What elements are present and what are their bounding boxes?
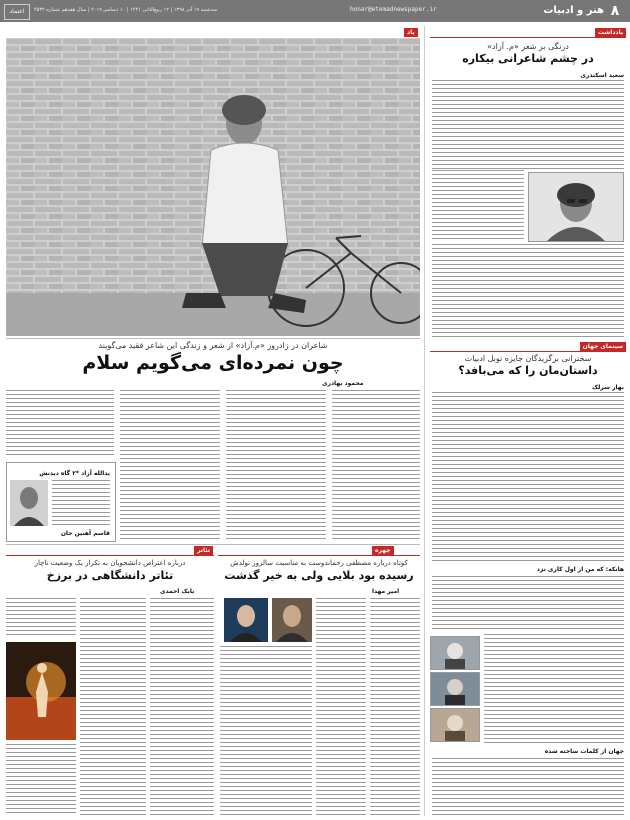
world-subhead-2: جهان از کلمات ساخته شده [544,748,624,755]
portrait-rahmandoust-2 [224,598,268,642]
photo-rule [6,338,420,339]
portrait-illustration [529,173,623,241]
story-three-col-3-bottom [6,744,76,816]
column-divider [424,26,425,816]
story-two-col-1 [370,598,420,816]
label-world-cinema: سینمای جهان [580,342,626,351]
label-note: یادداشت [595,28,626,37]
world-title: داستان‌مان را که می‌بافد؟ [458,364,598,377]
note-title: در چشم شاعرانی بیکاره [462,52,594,65]
lead-body-col-2 [226,390,326,540]
world-author: بهار سرلک [591,384,624,391]
world-body-top [432,392,624,562]
story-two-rule [218,555,420,556]
world-body-mid [432,576,624,630]
poet-box-name: یدالله آزاد *۲ گاه دیدنش [39,470,110,477]
note-author: سعید اسکندری [580,72,624,79]
note-body-left-of-photo [432,170,524,240]
label-portrait: چهره [372,546,394,555]
portrait-1-illustration [272,598,312,642]
story-three-kicker: درباره اعتراض دانشجویان به تکرار یک وضعیت ناچار [34,559,186,567]
world-subhead-1: هانکه: که من از اول کاری نزد [536,566,624,573]
newspaper-logo: اعتماد [4,4,30,20]
lead-photo [6,38,420,336]
story-three-col-1 [150,598,214,816]
lead-body-col-1 [332,390,420,540]
note-body-top [432,80,624,170]
story-two-author: امیر مهدا [372,588,400,595]
label-memorial: یاد [404,28,418,37]
story-three-rule [6,555,214,556]
portrait-2-illustration [224,598,268,642]
lead-body-col-3 [120,390,220,540]
theater-photo-illustration [6,642,76,740]
nobel-photo-2 [430,672,480,706]
note-kicker: درنگی بر شعر «م. آزاد» [487,42,569,51]
nobel-photo-3-illustration [431,709,479,741]
row-rule [6,544,420,545]
story-two-col-3 [220,646,312,816]
portrait-rahmandoust-1 [272,598,312,642]
lead-body-col-4 [6,390,114,458]
note-rule [430,37,626,38]
lead-kicker: شاعران در زادروز «م.آزاد» از شعر و زندگی این شاعر فقید می‌گویند [98,341,328,350]
poet-box-caption: قاسم آهنین جان [60,530,110,537]
world-kicker: سخنرانی برگزیدگان جایزه نوبل ادبیات [464,354,592,363]
lead-photo-illustration [6,38,420,336]
nobel-photo-1 [430,636,480,670]
theater-photo [6,642,76,740]
section-title: هنر و ادبیات [543,5,604,16]
story-three-author: بابک احمدی [160,588,195,595]
world-body-photos [484,634,624,744]
nobel-photo-3 [430,708,480,742]
story-three-col-3-top [6,598,76,638]
world-body-bottom [432,758,624,816]
lead-title: چون نمرده‌ای می‌گویم سلام [82,352,344,374]
poet-box-text [52,480,110,528]
page-number: ۸ [610,3,620,19]
poet-box-photo-illustration [10,480,48,526]
poet-box-photo [10,480,48,526]
story-three-title: تئاتر دانشگاهی در برزخ [46,569,174,582]
portrait-photo-note [528,172,624,242]
story-three-col-2 [80,598,146,816]
lead-author: محمود بهادری [322,380,364,387]
section-email[interactable]: honar@etemadnewspaper.ir [350,6,437,13]
story-two-title: رسیده بود بلایی ولی به خیر گذشت [224,569,414,582]
story-two-kicker: کوتاه درباره مصطفی رحماندوست به مناسبت سالروز تولدش [230,559,408,567]
story-two-col-2 [316,598,366,816]
note-body-bottom [432,244,624,338]
nobel-photo-1-illustration [431,637,479,669]
label-theater: تئاتر [194,546,213,555]
nobel-photo-2-illustration [431,673,479,705]
dateline: سه‌شنبه ۱۹ آذر ۱۳۹۸ | ۱۲ ربیع‌الثانی ۱۴۴۱ | ۱۰ دسامبر ۲۰۱۹ | سال هفدهم شماره ۴۵۳۲ [34,7,218,13]
world-rule [430,351,626,352]
